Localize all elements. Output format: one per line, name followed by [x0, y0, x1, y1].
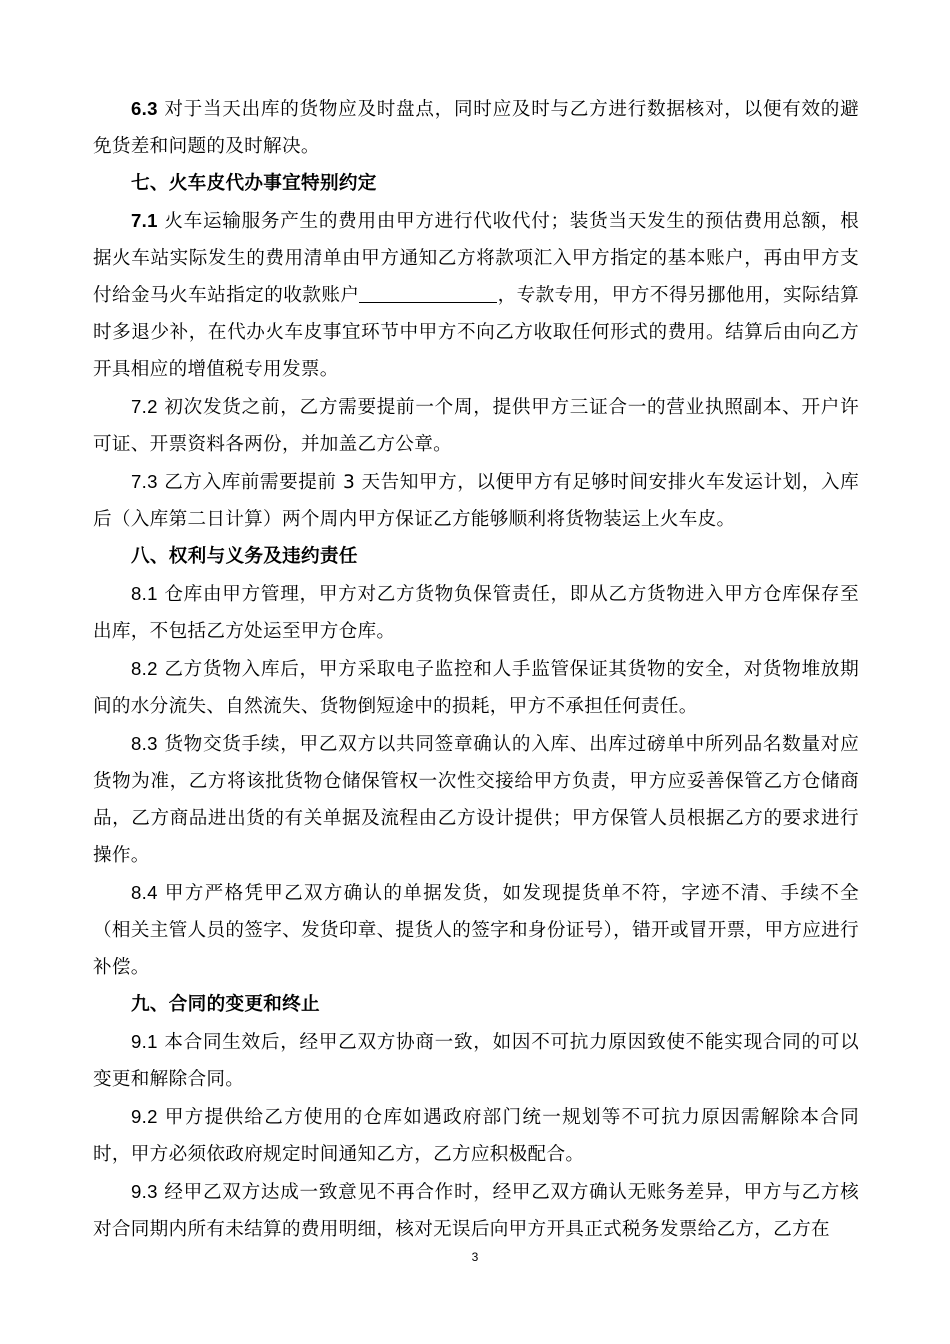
clause-text: 初次发货之前，乙方需要提前一个周，提供甲方三证合一的营业执照副本、开户许可证、开票资料各两份，并加盖乙方公章。	[93, 397, 859, 455]
clause-7-2	[93, 388, 859, 463]
clause-text: 货物交货手续，甲乙双方以共同签章确认的入库、出库过磅单中所列品名数量对应货物为准，乙方将该批货物仓储保管权一次性交接给甲方负责，甲方应妥善保管乙方仓储商品，乙方商品进出货的有关单据及流程由乙方设计提供；甲方保管人员根据乙方的要求进行操作。	[93, 734, 859, 866]
clause-7-3	[93, 463, 859, 538]
clause-8-4	[93, 874, 859, 986]
document-body	[93, 90, 859, 1248]
clause-text: 甲方严格凭甲乙双方确认的单据发货，如发现提货单不符，字迹不清、手续不全（相关主管人员的签字、发货印章、提货人的签字和身份证号），错开或冒开票，甲方应进行补偿。	[93, 883, 859, 978]
section-heading-9: 九、合同的变更和终止	[131, 994, 320, 1015]
clause-number: 8.4	[131, 882, 158, 903]
page-number: 3	[471, 1250, 479, 1264]
clause-number: 7.3	[131, 471, 158, 492]
clause-text: 乙方货物入库后，甲方采取电子监控和人手监管保证其货物的安全，对货物堆放期间的水分流失、自然流失、货物倒短途中的损耗，甲方不承担任何责任。	[93, 659, 859, 717]
clause-text: 甲方提供给乙方使用的仓库如遇政府部门统一规划等不可抗力原因需解除本合同时，甲方必须依政府规定时间通知乙方，乙方应积极配合。	[93, 1107, 859, 1165]
clause-number: 6.3	[131, 98, 158, 119]
clause-9-3	[93, 1173, 859, 1248]
section-heading-7: 七、火车皮代办事宜特别约定	[131, 173, 377, 194]
clause-9-1	[93, 1023, 859, 1098]
clause-text: 经甲乙双方达成一致意见不再合作时，经甲乙双方确认无账务差异，甲方与乙方核对合同期内所有未结算的费用明细，核对无误后向甲方开具正式税务发票给乙方，乙方在	[93, 1182, 859, 1240]
clause-number: 8.3	[131, 733, 158, 754]
clause-number: 7.2	[131, 396, 158, 417]
clause-number: 9.3	[131, 1181, 158, 1202]
clause-text: 对于当天出库的货物应及时盘点，同时应及时与乙方进行数据核对，以便有效的避免货差和问题的及时解决。	[93, 99, 859, 157]
clause-text: 火车运输服务产生的费用由甲方进行代收代付；装货当天发生的预估费用总额，根据火车站实际发生的费用清单由甲方通知乙方将款项汇入甲方指定的基本账户，再由甲方支付给金马火车站指定的收款账户	[93, 211, 859, 306]
clause-6-3	[93, 90, 859, 165]
clause-number: 7.1	[131, 210, 158, 231]
clause-text: 乙方入库前需要提前 3 天告知甲方，以便甲方有足够时间安排火车发运计划，入库后（入库第二日计算）两个周内甲方保证乙方能够顺利将货物装运上火车皮。	[93, 472, 859, 530]
clause-number: 8.2	[131, 658, 158, 679]
clause-7-1	[93, 202, 859, 388]
section-heading-8: 八、权利与义务及违约责任	[131, 546, 358, 567]
clause-8-3	[93, 725, 859, 874]
clause-8-2	[93, 650, 859, 725]
account-blank-line	[359, 284, 497, 303]
clause-text-continued: ，专款专用，甲方不得另挪他用，实际结算时多退少补，在代办火车皮事宜环节中甲方不向乙方收取任何形式的费用。结算后由向乙方开具相应的增值税专用发票。	[93, 285, 860, 380]
clause-text: 仓库由甲方管理，甲方对乙方货物负保管责任，即从乙方货物进入甲方仓库保存至出库，不包括乙方处运至甲方仓库。	[93, 584, 859, 642]
clause-8-1	[93, 575, 859, 650]
clause-number: 9.2	[131, 1106, 158, 1127]
clause-9-2	[93, 1098, 859, 1173]
clause-number: 9.1	[131, 1031, 158, 1052]
clause-number: 8.1	[131, 583, 158, 604]
clause-text: 本合同生效后，经甲乙双方协商一致，如因不可抗力原因致使不能实现合同的可以变更和解除合同。	[93, 1032, 859, 1090]
